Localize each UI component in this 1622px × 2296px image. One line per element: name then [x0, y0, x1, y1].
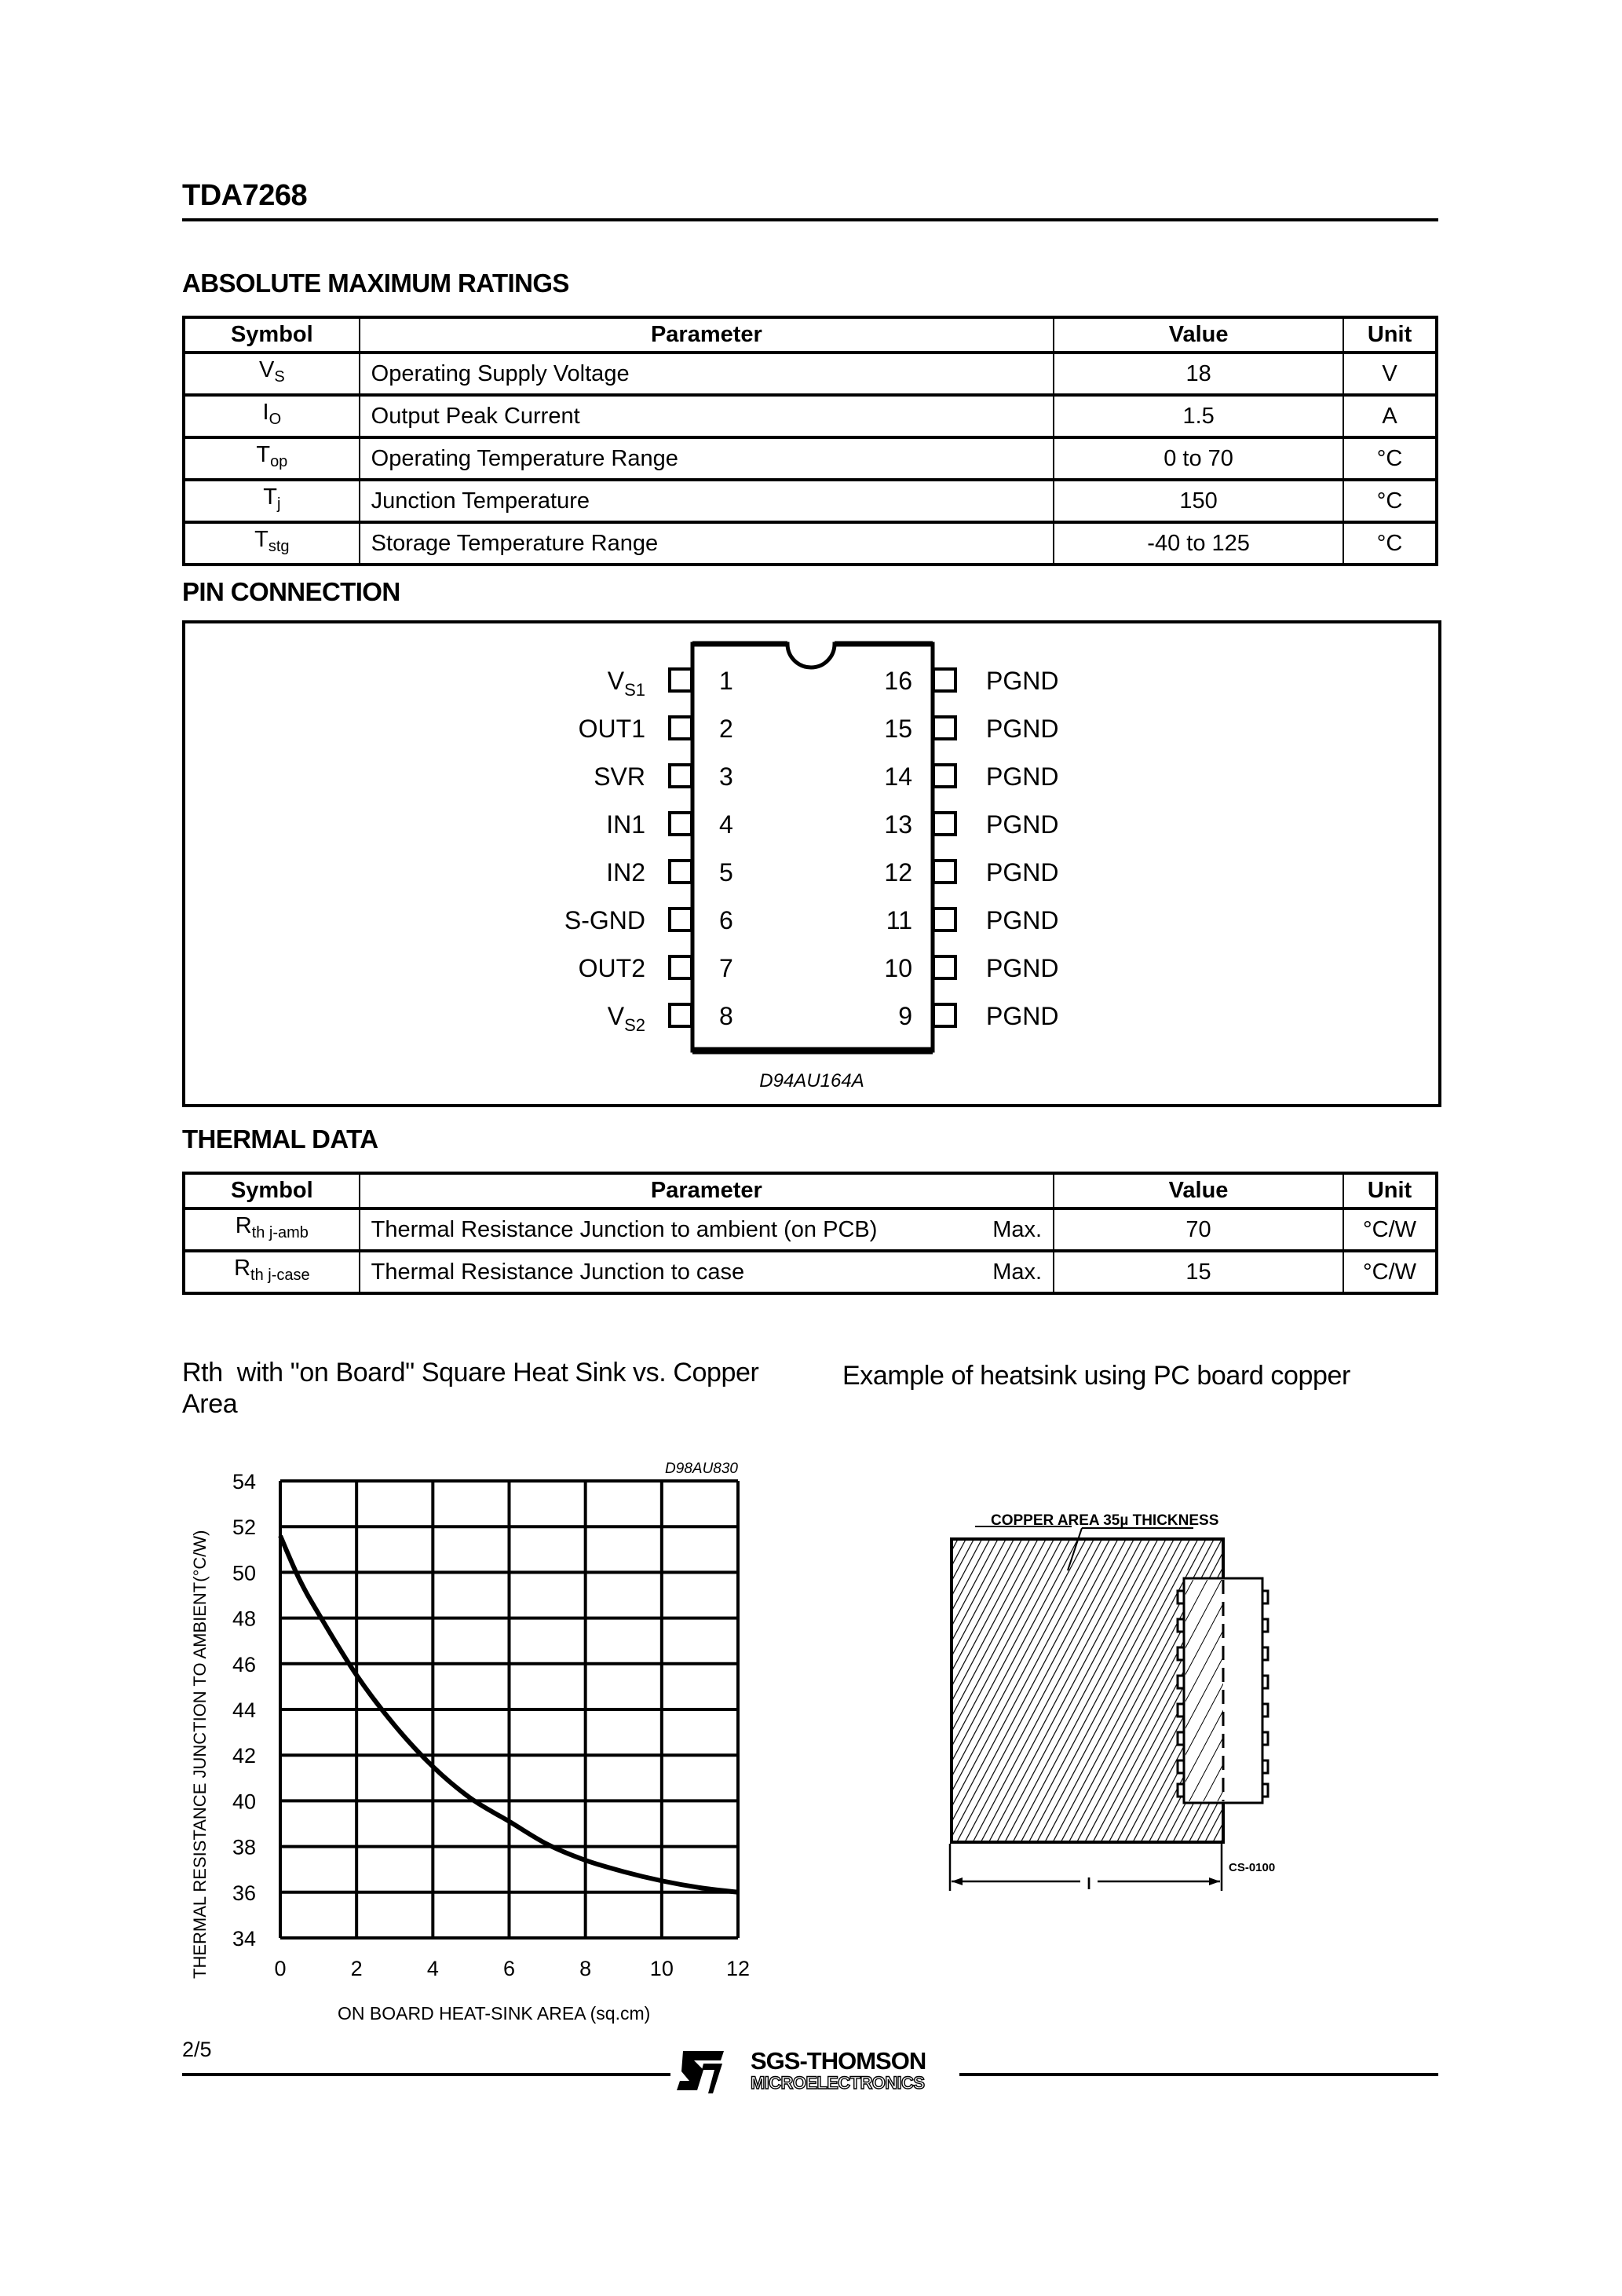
- value-cell: 15: [1054, 1251, 1343, 1293]
- parameter-cell: Operating Supply Voltage: [360, 353, 1054, 395]
- y-tick-label: 38: [232, 1835, 257, 1859]
- pin-name: PGND: [986, 762, 1059, 791]
- y-tick-label: 40: [232, 1790, 257, 1814]
- symbol: T: [256, 442, 271, 467]
- chart-drawing-code: D98AU830: [665, 1461, 738, 1477]
- value-cell: 70: [1054, 1208, 1343, 1251]
- pin-name: PGND: [986, 715, 1059, 743]
- pin-number: 3: [719, 762, 733, 791]
- unit-cell: °C: [1343, 480, 1437, 522]
- column-header: Parameter: [360, 317, 1054, 353]
- symbol-subscript: th j-amb: [251, 1224, 309, 1241]
- pin-number: 16: [884, 667, 912, 695]
- chart-caption-line: Rth with "on Board" Square Heat Sink vs. Copper: [182, 1358, 759, 1387]
- pin-number: 7: [719, 954, 733, 982]
- value-cell: 0 to 70: [1054, 437, 1343, 480]
- pin-name: IN1: [606, 810, 645, 839]
- x-tick-label: 10: [649, 1957, 674, 1980]
- pin-number: 2: [719, 715, 733, 743]
- symbol-subscript: stg: [268, 538, 290, 555]
- chart-y-axis-label: THERMAL RESISTANCE JUNCTION TO AMBIENT(°C/W): [190, 1530, 210, 1979]
- chart-x-tick-labels: [274, 1957, 750, 1980]
- unit-cell: °C/W: [1343, 1208, 1437, 1251]
- unit-cell: A: [1343, 395, 1437, 437]
- chart-caption-line: Area: [182, 1389, 238, 1419]
- chart-x-axis-label: ON BOARD HEAT-SINK AREA (sq.cm): [338, 2003, 651, 2024]
- column-header: Value: [1054, 317, 1343, 353]
- y-tick-label: 48: [232, 1607, 257, 1631]
- document-part-number: TDA7268: [182, 179, 308, 212]
- value-cell: 1.5: [1054, 395, 1343, 437]
- chart-y-tick-labels: [232, 1470, 256, 1951]
- unit-cell: °C: [1343, 522, 1437, 565]
- brand-subtitle: MICROELECTRONICS: [751, 2073, 925, 2093]
- pin-name: SVR: [594, 762, 645, 791]
- y-tick-label: 44: [232, 1698, 257, 1722]
- pin-number: 14: [884, 762, 912, 791]
- symbol: T: [263, 484, 277, 510]
- pin-name: $V_{S1}$: [607, 667, 645, 700]
- x-tick-label: 12: [725, 1957, 751, 1980]
- column-header: Value: [1054, 1173, 1343, 1208]
- parameter-cell: Operating Temperature Range: [360, 437, 1054, 480]
- copper-area-label: COPPER AREA 35µ THICKNESS: [991, 1512, 1219, 1529]
- pin-number: 12: [884, 858, 912, 887]
- y-tick-label: 52: [232, 1515, 257, 1540]
- pin-number: 4: [719, 810, 733, 839]
- column-header: Parameter: [360, 1173, 1054, 1208]
- value-cell: 18: [1054, 353, 1343, 395]
- pin-number: 8: [719, 1002, 733, 1030]
- section-title-thermal-data: THERMAL DATA: [182, 1124, 378, 1153]
- symbol-subscript: j: [276, 495, 281, 513]
- unit-cell: °C: [1343, 437, 1437, 480]
- y-tick-label: 36: [232, 1881, 257, 1905]
- pin-name: S-GND: [564, 906, 645, 934]
- column-header: Symbol: [184, 317, 360, 353]
- symbol-subscript: op: [270, 453, 288, 470]
- qualifier: Max.: [992, 1216, 1043, 1242]
- pin-number: 6: [719, 906, 733, 934]
- pin-number: 5: [719, 858, 733, 887]
- footer-rule-right: [959, 2073, 1438, 2076]
- footer-rule-left: [182, 2073, 670, 2076]
- parameter-cell: Output Peak Current: [360, 395, 1054, 437]
- unit-cell: °C/W: [1343, 1251, 1437, 1293]
- x-tick-label: 2: [350, 1957, 363, 1980]
- unit-cell: V: [1343, 353, 1437, 395]
- symbol: R: [235, 1213, 252, 1238]
- qualifier: Max.: [992, 1259, 1043, 1285]
- pin-number: 9: [898, 1002, 912, 1030]
- value-cell: 150: [1054, 480, 1343, 522]
- heatsink-caption: Example of heatsink using PC board copper: [842, 1361, 1350, 1391]
- pin-number: 13: [884, 810, 912, 839]
- dimension-arrow-right-icon: [1209, 1877, 1220, 1885]
- y-tick-label: 46: [232, 1652, 257, 1676]
- y-tick-label: 54: [232, 1470, 257, 1493]
- value-cell: -40 to 125: [1054, 522, 1343, 565]
- pin-name: OUT1: [578, 715, 645, 743]
- x-tick-label: 0: [274, 1957, 287, 1980]
- column-header: Unit: [1343, 1173, 1437, 1208]
- page-number: 2/5: [182, 2038, 212, 2061]
- parameter-text: Thermal Resistance Junction to ambient (on PCB): [371, 1216, 878, 1242]
- column-header: Unit: [1343, 317, 1437, 353]
- pin-name: PGND: [986, 906, 1059, 934]
- chart-grid: [280, 1481, 738, 1938]
- symbol-subscript: S: [274, 368, 285, 386]
- section-title-abs-max: ABSOLUTE MAXIMUM RATINGS: [182, 269, 569, 298]
- x-tick-label: 8: [579, 1957, 592, 1980]
- symbol: T: [254, 527, 269, 552]
- pin-name: PGND: [986, 810, 1059, 839]
- x-tick-label: 4: [426, 1957, 439, 1980]
- dimension-label: l: [1087, 1876, 1091, 1893]
- pin-diagram-code: D94AU164A: [759, 1070, 864, 1091]
- pin-name: PGND: [986, 954, 1059, 982]
- column-header: Symbol: [184, 1173, 360, 1208]
- parameter-cell: Storage Temperature Range: [360, 522, 1054, 565]
- symbol: R: [234, 1256, 251, 1281]
- pin-name: IN2: [606, 858, 645, 887]
- pin-name: $V_{S2}$: [607, 1002, 645, 1035]
- symbol: V: [258, 357, 275, 382]
- pin-number: 1: [719, 667, 733, 695]
- pin-number: 15: [884, 715, 912, 743]
- heatsink-drawing: [926, 1492, 1366, 1932]
- symbol-subscript: th j-case: [250, 1267, 310, 1284]
- symbol-subscript: O: [269, 411, 282, 428]
- y-tick-label: 42: [232, 1744, 257, 1768]
- pin-name: OUT2: [578, 954, 645, 982]
- x-tick-label: 6: [502, 1957, 516, 1980]
- heatsink-drawing-code: CS-0100: [1229, 1861, 1276, 1874]
- dimension-arrow-left-icon: [952, 1877, 963, 1885]
- st-logo-icon: [677, 2051, 732, 2093]
- y-tick-label: 50: [232, 1561, 257, 1585]
- parameter-text: Thermal Resistance Junction to case: [371, 1259, 745, 1285]
- y-tick-label: 34: [232, 1927, 257, 1951]
- pin-number: 10: [884, 954, 912, 982]
- pin-name: PGND: [986, 667, 1059, 695]
- pin-name: PGND: [986, 858, 1059, 887]
- symbol: I: [262, 400, 269, 425]
- section-title-pin-connection: PIN CONNECTION: [182, 577, 400, 606]
- pin-number: 11: [886, 906, 912, 934]
- brand-name: SGS-THOMSON: [751, 2047, 926, 2075]
- parameter-cell: Junction Temperature: [360, 480, 1054, 522]
- pin-name: PGND: [986, 1002, 1059, 1030]
